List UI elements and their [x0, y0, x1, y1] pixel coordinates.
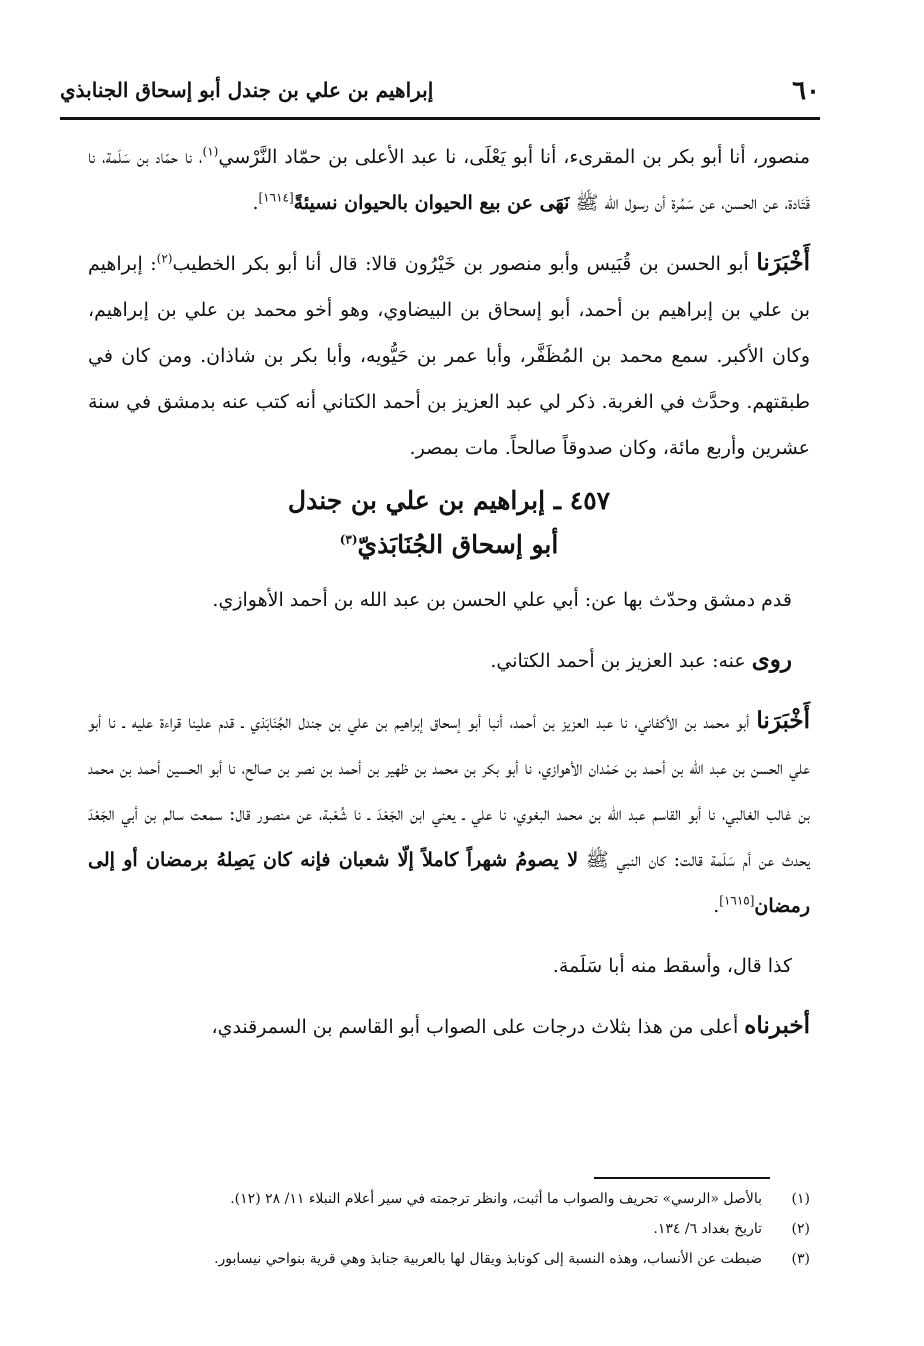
- footnote-text: تاريخ بغداد ٦/ ١٣٤.: [653, 1221, 762, 1237]
- paragraph-4: [88, 637, 810, 684]
- header-rule: [60, 117, 820, 120]
- entry-name: أبو إسحاق الجُنَابَذيّ: [357, 530, 559, 559]
- footnote-ref-3: (٣): [339, 532, 358, 547]
- spacer: [88, 684, 810, 698]
- footnote-1: [88, 1184, 810, 1214]
- p2-text-b: : إبراهيم بن علي بن إبراهيم بن أحمد، أبو إسحاق بن البيضاوي، وهو أخو محمد بن علي بن إبراهيم، وكان الأكبر. سمع محمد بن المُظَفَّر، وأبا عمر بن حَيُّويه، وأبا بكر بن شاذان. ومن كان في طبقتهم. وحدَّث في الغربة. ذكر لي عبد العزيز بن أحمد الكتاني أنه كتب عنه بدمشق في سنة عشرين وأربع مائة، وكان صدوقاً صالحاً. مات بمصر.: [88, 253, 810, 459]
- footnote-number: (٣): [791, 1251, 810, 1267]
- paragraph-2: [88, 240, 810, 471]
- footnote-text: ضبطت عن الأنساب، وهذه النسبة إلى كونابذ ويقال لها بالعربية جنابذ وهي قرية بنواحي نيسابور.: [214, 1251, 762, 1267]
- paragraph-7: [88, 1003, 810, 1050]
- p4-lead-word: روى: [751, 646, 792, 673]
- p2-text-a: أبو الحسن بن قُبَيس وأبو منصور بن خَيْرُون قالا: قال أنا أبو بكر الخطيب: [172, 253, 749, 275]
- spacer: [88, 989, 810, 1003]
- p1-text-b: ، نا حمّاد بن سَلَمة، نا قَتَادة، عن الحسن، عن سَمُرة أن رسول الله ﷺ: [88, 146, 810, 214]
- paragraph-6: [88, 943, 810, 989]
- spacer: [88, 929, 810, 943]
- page-header: [60, 70, 820, 110]
- paragraph-5: [88, 698, 810, 929]
- spacer: [88, 623, 810, 637]
- running-title: إبراهيم بن علي بن جندل أبو إسحاق الجنابذي: [60, 78, 434, 102]
- hadith-text-1: نَهَى عن بيع الحيوان بالحيوان نسيئةً: [293, 192, 570, 214]
- entry-heading-line-2: [88, 523, 810, 567]
- paragraph-3: [88, 577, 810, 623]
- footnote-ref-1: (١): [202, 144, 219, 159]
- p2-lead-word: أَخْبَرَنا: [756, 249, 810, 276]
- hadith-text-2: لا يصومُ شهراً كاملاً إلّا شعبان فإنه كان يَصِلهُ برمضان أو إلى رمضان: [88, 849, 810, 917]
- p5-end: .: [713, 895, 720, 917]
- footnote-2: [88, 1214, 810, 1244]
- p5-text-a: أبو محمد بن الأكفاني، نا عبد العزيز بن أحمد، أنبا أبو إسحاق إبراهيم بن علي بن جندل الجُنَابَذي ـ قدم علينا قراءة عليه ـ نا أبو علي الحسن بن عبد الله بن أحمد بن حَمْدان الأهوازي، نا أبو بكر بن محمد بن ظهير بن أحمد بن نصر بن صالح، نا أبو الحسين أحمد بن محمد بن غالب الغالبي، نا أبو القاسم عبد الله بن محمد البغوي، نا علي ـ يعني ابن الجَعْدَ ـ نا شُعْبة، عن منصور قال: سمعت سالم بن أبي الجَعْدَ يحدث عن أم سَلَمة قالت: كان النبي ﷺ: [88, 711, 811, 871]
- footnote-number: (١): [791, 1191, 810, 1207]
- entry-heading: [88, 479, 810, 567]
- p7-lead-word: أخبرناه: [744, 1012, 810, 1039]
- hadith-ref-1614: [١٦١٤]: [258, 190, 294, 205]
- page-number: ٦٠: [792, 76, 820, 106]
- p1-text-a: منصور، أنا أبو بكر بن المقرىء، أنا أبو يَعْلَى، نا عبد الأعلى بن حمّاد النَّرْسي: [218, 146, 810, 168]
- paragraph-1: [88, 134, 810, 226]
- footnote-ref-2: (٢): [156, 251, 173, 266]
- spacer: [88, 226, 810, 240]
- p7-text: أعلى من هذا بثلاث درجات على الصواب أبو القاسم بن السمرقندي،: [211, 1016, 739, 1038]
- footnote-number: (٢): [791, 1221, 810, 1237]
- p5-lead-word: أَخْبَرَنا: [756, 707, 811, 734]
- footnote-rule: [594, 1177, 770, 1179]
- main-text: [88, 134, 810, 1050]
- p3-text: قدم دمشق وحدّث بها عن: أبي علي الحسن بن عبد الله بن أحمد الأهوازي.: [212, 589, 792, 611]
- footnotes: [88, 1184, 810, 1274]
- entry-heading-line-1: ٤٥٧ ـ إبراهيم بن علي بن جندل: [287, 486, 611, 515]
- p6-text: كذا قال، وأسقط منه أبا سَلَمة.: [552, 955, 792, 977]
- p4-text: عنه: عبد العزيز بن أحمد الكتاني.: [490, 650, 746, 672]
- hadith-ref-1615: [١٦١٥]: [719, 893, 755, 908]
- footnote-3: [88, 1244, 810, 1274]
- footnote-text: بالأصل «الرسي» تحريف والصواب ما أثبت، وانظر ترجمته في سير أعلام النبلاء ١١/ ٢٨ (١٢).: [230, 1191, 762, 1207]
- p1-end: .: [252, 192, 259, 214]
